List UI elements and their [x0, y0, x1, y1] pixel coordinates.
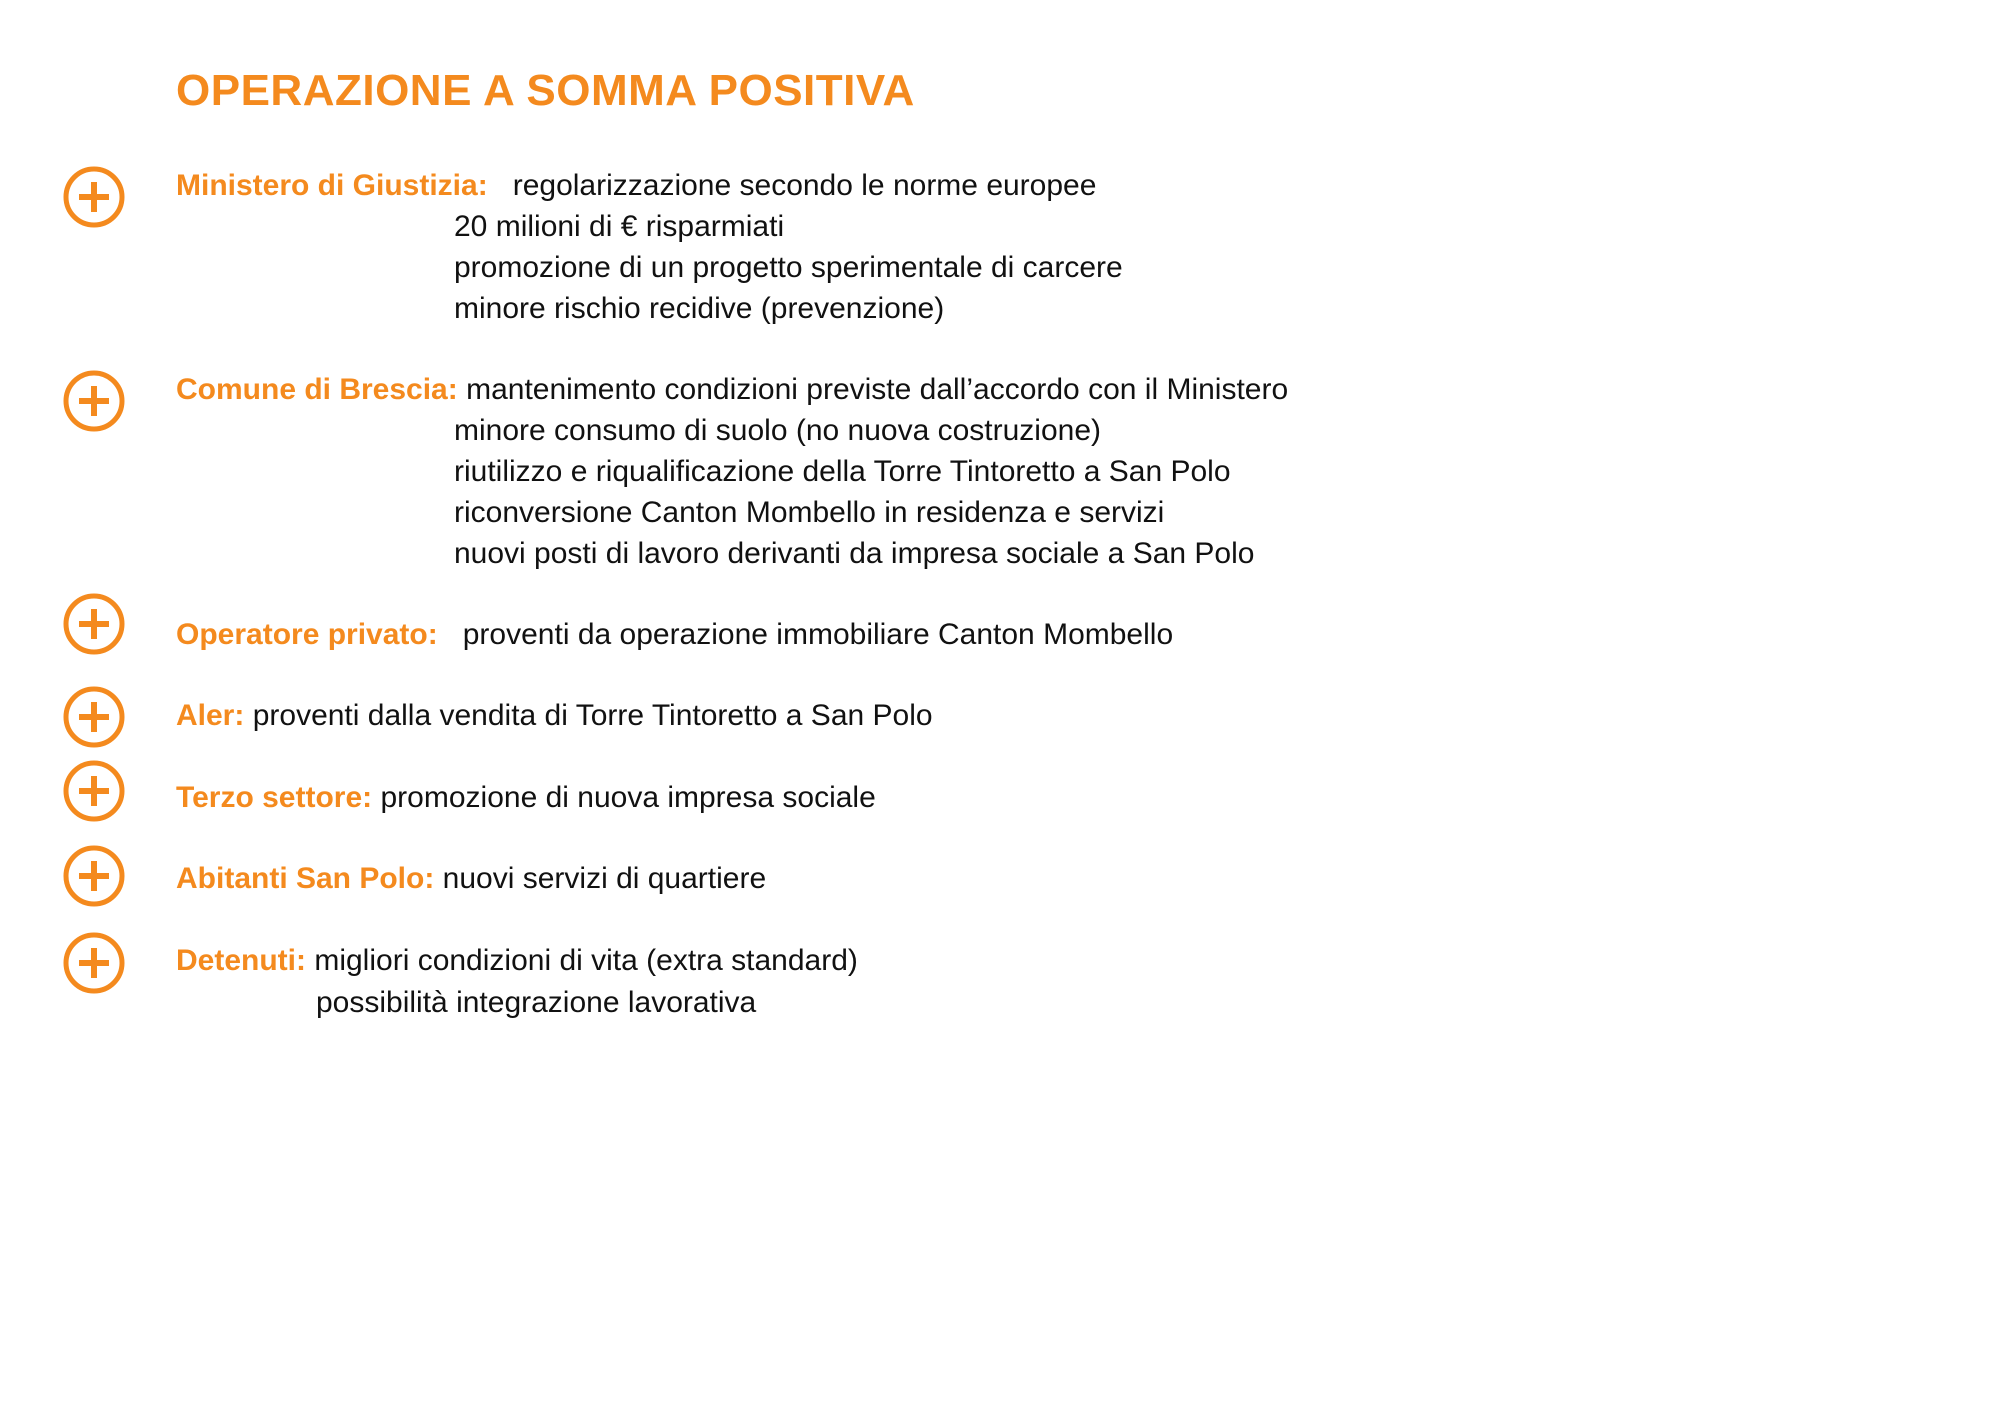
circled-plus-icon — [62, 931, 126, 995]
entry-line: migliori condizioni di vita (extra standard) — [314, 944, 858, 977]
entry-line: possibilità integrazione lavorativa — [316, 986, 757, 1019]
entry-head — [176, 858, 766, 899]
entry-line: proventi da operazione immobiliare Canton Mombello — [462, 618, 1174, 651]
entry-label: Operatore privato: — [176, 618, 438, 651]
entry-head — [176, 695, 933, 736]
entry-head — [176, 777, 876, 818]
entry-line: proventi dalla vendita di Torre Tintoretto a San Polo — [252, 699, 933, 732]
circled-plus-icon — [62, 844, 126, 908]
entry-line: riutilizzo e riqualificazione della Torre Tintoretto a San Polo — [454, 455, 1231, 488]
entry-line: mantenimento condizioni previste dall’accordo con il Ministero — [466, 373, 1289, 406]
entry-label: Aler: — [176, 699, 245, 732]
entry-head — [176, 940, 858, 981]
entry-line: 20 milioni di € risparmiati — [454, 210, 785, 243]
entry-label: Ministero di Giustizia: — [176, 169, 488, 202]
entry-line: nuovi servizi di quartiere — [442, 862, 767, 895]
circled-plus-icon — [62, 759, 126, 823]
entry-line: minore consumo di suolo (no nuova costruzione) — [454, 414, 1102, 447]
entry-label: Detenuti: — [176, 944, 306, 977]
entry-head — [176, 369, 1288, 410]
entry-line: riconversione Canton Mombello in residenza e servizi — [454, 496, 1165, 529]
circled-plus-icon — [62, 369, 126, 433]
entry-line: regolarizzazione secondo le norme europee — [512, 169, 1097, 202]
page-title: OPERAZIONE A SOMMA POSITIVA — [176, 66, 915, 115]
entry-head — [176, 165, 1096, 206]
entry-label: Comune di Brescia: — [176, 373, 458, 406]
entry-line: promozione di un progetto sperimentale di carcere — [454, 251, 1123, 284]
entry-head — [176, 614, 1173, 655]
circled-plus-icon — [62, 685, 126, 749]
entry-line: minore rischio recidive (prevenzione) — [454, 292, 945, 325]
entry-line: nuovi posti di lavoro derivanti da impresa sociale a San Polo — [454, 537, 1255, 570]
entry-label: Abitanti San Polo: — [176, 862, 435, 895]
circled-plus-icon — [62, 592, 126, 656]
entry-label: Terzo settore: — [176, 781, 373, 814]
entry-line: promozione di nuova impresa sociale — [380, 781, 876, 814]
circled-plus-icon — [62, 165, 126, 229]
